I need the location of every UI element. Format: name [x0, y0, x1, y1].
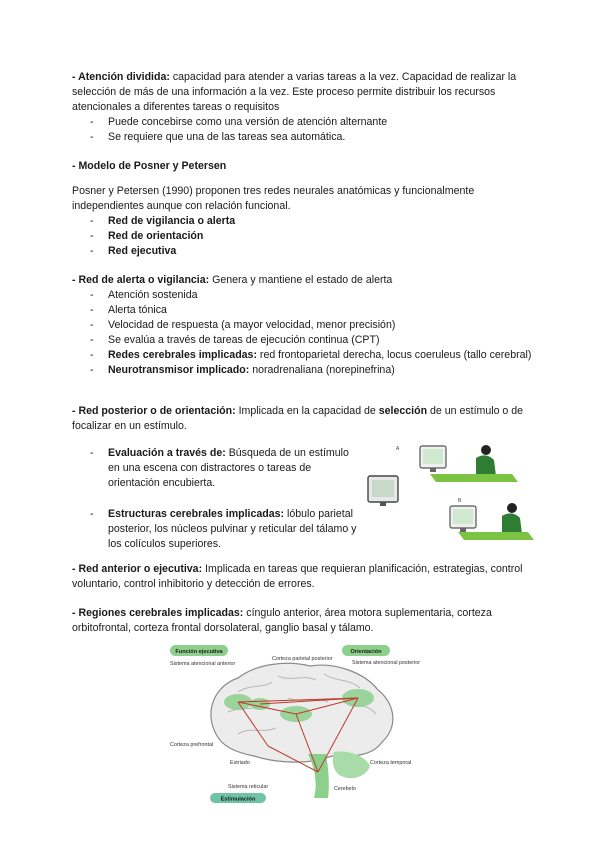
list-item: - Atención sostenida [72, 288, 542, 303]
orientation-details [72, 446, 357, 552]
label-a: A [396, 446, 400, 452]
person-body-lower [502, 513, 522, 534]
orientation-text-1: Implicada en la capacidad de [235, 405, 379, 417]
alert-structures-lead: Redes cerebrales implicadas: [108, 349, 257, 361]
monitor-lower-stand [460, 528, 466, 532]
desk-lower [458, 532, 534, 540]
alert-neuro-lead: Neurotransmisor implicado: [108, 364, 250, 376]
person-body [476, 455, 496, 476]
list-item [72, 244, 542, 259]
executive-network-section [72, 562, 542, 592]
list-item [72, 214, 542, 229]
label-posterior-text: Sistema atencional posterior [352, 660, 421, 666]
model-paragraph: Posner y Petersen (1990) proponen tres redes neurales anatómicas y funcionalmente independientes aunque con relación funcional. [72, 185, 475, 212]
badge-stim-label: Estimulación [220, 796, 256, 803]
divided-paragraph [72, 70, 542, 115]
lower-scene [450, 498, 534, 540]
list-item [72, 229, 542, 244]
regions-text: cíngulo anterior, área motora suplementaria, corteza orbitofrontal, corteza frontal dorsolateral, ganglio basal y tálamo. [72, 607, 492, 634]
network-alert-label: Red de vigilancia o alerta [108, 215, 236, 227]
divided-attention-section [72, 70, 542, 145]
screen-upper [423, 449, 443, 464]
model-list [72, 214, 542, 259]
list-item [72, 507, 357, 552]
alert-paragraph [72, 273, 542, 288]
executive-text: Implicada en tareas que requieran planificación, estrategias, control voluntario, control inhibitorio y detección de errores. [72, 563, 523, 590]
label-b: B [458, 498, 462, 504]
alert-structures-text: red frontoparietal derecha, locus coeruleus (tallo cerebral) [256, 349, 532, 361]
orientation-struct-lead: Estructuras cerebrales implicadas: [108, 508, 285, 520]
middle-scene [368, 476, 398, 506]
list-item: - Puede concebirse como una versión de atención alternante [72, 115, 542, 130]
orientation-list [72, 446, 357, 552]
orientation-network-section [72, 404, 542, 434]
list-item: - Se evalúa a través de tareas de ejecución continua (CPT) [72, 333, 542, 348]
badge-orient-label: Orientación [350, 649, 382, 655]
model-heading [72, 159, 542, 174]
screen-middle [372, 480, 394, 497]
model-heading-text: - Modelo de Posner y Petersen [72, 160, 227, 172]
label-temporal: Corteza temporal [370, 760, 412, 766]
regions-lead: - Regiones cerebrales implicadas: [72, 607, 244, 619]
network-orientation-label: Red de orientación [108, 230, 204, 242]
alert-list [72, 288, 542, 378]
list-item [72, 348, 542, 363]
person-head-lower [507, 503, 517, 513]
divided-list [72, 115, 542, 145]
monitor-stand [430, 468, 436, 472]
orientation-task-illustration [362, 440, 538, 548]
label-reticular: Sistema reticular [228, 784, 269, 790]
label-parietal: Corteza parietal posterior [272, 656, 333, 662]
list-item [72, 446, 357, 491]
person-head [481, 445, 491, 455]
divided-text: capacidad para atender a varias tareas a la vez. Capacidad de realizar la selección de más de una información a la vez. Este proceso permite distribuir los recursos atencionales a diferentes tareas o requisitos [72, 71, 517, 113]
regions-paragraph [72, 606, 542, 636]
list-item [72, 363, 542, 378]
regions-section [72, 606, 542, 636]
desk-upper [430, 474, 518, 482]
label-prefrontal: Corteza prefrontal [170, 742, 214, 748]
label-cerebellum: Cerebelo [334, 786, 356, 792]
executive-paragraph [72, 562, 542, 592]
label-striatum: Estriado [230, 760, 250, 766]
orientation-lead: - Red posterior o de orientación: [72, 405, 236, 417]
alert-text: Genera y mantiene el estado de alerta [209, 274, 393, 286]
label-anterior: Sistema atencional anterior [170, 661, 236, 667]
orientation-bold-word: selección [378, 405, 428, 417]
label-posterior [352, 660, 420, 666]
executive-lead: - Red anterior o ejecutiva: [72, 563, 203, 575]
alert-neuro-text: noradrenaliana (norepinefrina) [249, 364, 395, 376]
list-item: - Se requiere que una de las tareas sea automática. [72, 130, 542, 145]
list-item: - Alerta tónica [72, 303, 542, 318]
monitor-middle-stand [380, 502, 386, 506]
orientation-text-2: de un estímulo o de focalizar en un estímulo. [72, 405, 524, 432]
attention-brain-diagram [168, 642, 430, 804]
posner-model-section [72, 159, 542, 259]
orientation-eval-text: Búsqueda de un estímulo en una escena con distractores o tareas de orientación encubierta. [108, 447, 349, 489]
alert-lead: - Red de alerta o vigilancia: [72, 274, 210, 286]
screen-lower [453, 509, 473, 524]
orientation-eval-lead: Evaluación a través de: [108, 447, 226, 459]
alert-network-section [72, 273, 542, 378]
orientation-paragraph [72, 404, 542, 434]
network-executive-label: Red ejecutiva [108, 245, 177, 257]
divided-lead: - Atención dividida: [72, 71, 170, 83]
orientation-struct-text: lóbulo parietal posterior, los núcleos pulvinar y reticular del tálamo y los colículos superiores. [108, 508, 357, 550]
list-item: - Velocidad de respuesta (a mayor velocidad, menor precisión) [72, 318, 542, 333]
badge-exec-label: Función ejecutiva [175, 649, 223, 655]
upper-scene [396, 445, 518, 482]
